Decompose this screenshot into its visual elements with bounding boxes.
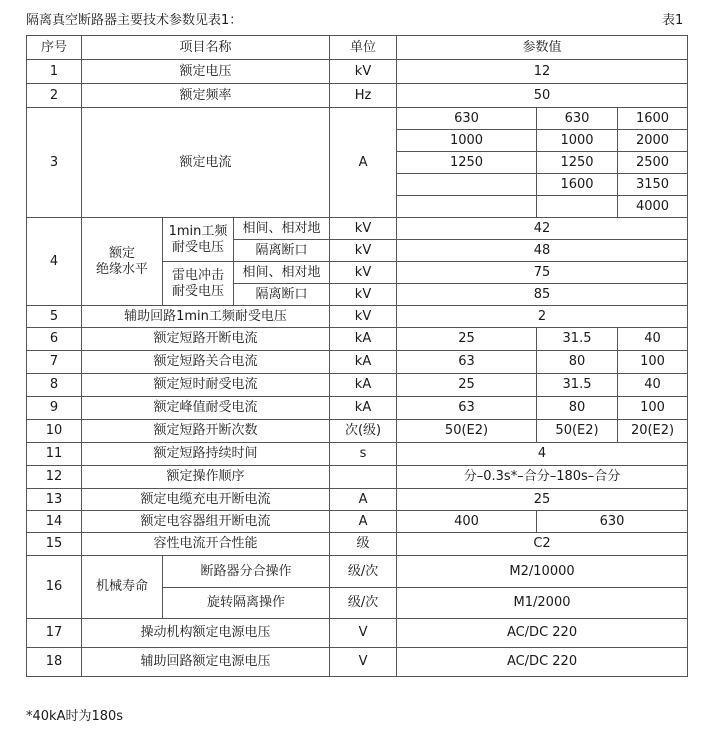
row-value: C2 — [397, 533, 688, 556]
header-no: 序号 — [27, 36, 82, 60]
row-value: 48 — [397, 240, 688, 262]
row-no: 13 — [27, 489, 82, 511]
current-value: 630 — [537, 108, 618, 130]
row-unit: 级/次 — [330, 588, 397, 619]
row-unit: kV — [330, 306, 397, 328]
row-value: 100 — [618, 397, 688, 420]
row-item: 额定电容器组开断电流 — [82, 511, 330, 533]
table-row — [27, 328, 688, 351]
sub-phase-label: 相间、相对地 — [234, 218, 330, 240]
row-item: 额定短时耐受电流 — [82, 374, 330, 397]
row-no: 14 — [27, 511, 82, 533]
sub-item: 断路器分合操作 — [163, 556, 330, 588]
table-row — [27, 489, 688, 511]
sub-phase-label: 相间、相对地 — [234, 262, 330, 284]
current-value — [537, 196, 618, 218]
row-value: 100 — [618, 351, 688, 374]
row-unit: kA — [330, 397, 397, 420]
table-row — [27, 619, 688, 648]
current-value: 1250 — [537, 152, 618, 174]
sub-isolation-label: 隔离断口 — [234, 240, 330, 262]
row-value: 25 — [397, 328, 537, 351]
row-no: 11 — [27, 443, 82, 466]
row-unit: A — [330, 489, 397, 511]
row-value: 42 — [397, 218, 688, 240]
row-value: 25 — [397, 489, 688, 511]
row-unit: kA — [330, 351, 397, 374]
header-unit: 单位 — [330, 36, 397, 60]
current-value: 4000 — [618, 196, 688, 218]
row-item: 额定峰值耐受电流 — [82, 397, 330, 420]
row-value: 分–0.3s*–合分–180s–合分 — [397, 466, 688, 489]
table-row — [27, 351, 688, 374]
row-unit: V — [330, 619, 397, 648]
table-row — [27, 108, 688, 130]
row-item: 额定短路开断次数 — [82, 420, 330, 443]
table-row — [27, 511, 688, 533]
row-no: 5 — [27, 306, 82, 328]
table-row — [27, 443, 688, 466]
row-unit: A — [330, 511, 397, 533]
row-item: 容性电流开合性能 — [82, 533, 330, 556]
row-value: 80 — [537, 351, 618, 374]
sub-item: 旋转隔离操作 — [163, 588, 330, 619]
sub-isolation-label: 隔离断口 — [234, 284, 330, 306]
table-caption: 隔离真空断路器主要技术参数见表1： — [26, 13, 243, 28]
parameter-table — [26, 35, 688, 677]
current-value: 1250 — [397, 152, 537, 174]
table-row — [27, 60, 688, 84]
table-row — [27, 84, 688, 108]
row-unit: kV — [330, 60, 397, 84]
row-value: 63 — [397, 351, 537, 374]
row-no: 3 — [27, 108, 82, 218]
current-value — [397, 174, 537, 196]
row-value: AC/DC 220 — [397, 619, 688, 648]
header-row — [27, 36, 688, 60]
row-value: 12 — [397, 60, 688, 84]
row-unit: kV — [330, 240, 397, 262]
row-value: 80 — [537, 397, 618, 420]
current-value — [397, 196, 537, 218]
row-no: 8 — [27, 374, 82, 397]
header-item: 项目名称 — [82, 36, 330, 60]
row-no: 1 — [27, 60, 82, 84]
row-value: AC/DC 220 — [397, 648, 688, 677]
row-no: 9 — [27, 397, 82, 420]
row-item: 额定电压 — [82, 60, 330, 84]
header-value: 参数值 — [397, 36, 688, 60]
row-no: 4 — [27, 218, 82, 306]
row-unit: kV — [330, 262, 397, 284]
row-unit: kV — [330, 284, 397, 306]
current-value: 3150 — [618, 174, 688, 196]
table-row — [27, 648, 688, 677]
row-no: 18 — [27, 648, 82, 677]
row-item: 额定短路持续时间 — [82, 443, 330, 466]
footnote: *40kA时为180s — [26, 709, 124, 724]
row-value: 40 — [618, 374, 688, 397]
row-item: 额定短路开断电流 — [82, 328, 330, 351]
lightning-impulse-label: 雷电冲击 耐受电压 — [163, 262, 234, 306]
row-unit: kA — [330, 374, 397, 397]
row-no: 17 — [27, 619, 82, 648]
row-value: 400 — [397, 511, 537, 533]
row-value: 63 — [397, 397, 537, 420]
row-item: 辅助回路1min工频耐受电压 — [82, 306, 330, 328]
row-no: 16 — [27, 556, 82, 619]
row-item: 额定电缆充电开断电流 — [82, 489, 330, 511]
row-unit: s — [330, 443, 397, 466]
row-no: 6 — [27, 328, 82, 351]
row-item: 额定短路关合电流 — [82, 351, 330, 374]
row-unit: Hz — [330, 84, 397, 108]
row-value: 630 — [537, 511, 688, 533]
table-row — [27, 420, 688, 443]
row-no: 7 — [27, 351, 82, 374]
table-row — [27, 556, 688, 588]
row-value: 2 — [397, 306, 688, 328]
row-item: 额定电流 — [82, 108, 330, 218]
row-item: 操动机构额定电源电压 — [82, 619, 330, 648]
row-item: 额定操作顺序 — [82, 466, 330, 489]
current-value: 1000 — [397, 130, 537, 152]
current-value: 630 — [397, 108, 537, 130]
table-row — [27, 374, 688, 397]
insulation-group-label: 额定 绝缘水平 — [82, 218, 163, 306]
row-unit: 级 — [330, 533, 397, 556]
table-number: 表1 — [662, 13, 684, 28]
current-value: 1600 — [618, 108, 688, 130]
row-value: 85 — [397, 284, 688, 306]
row-unit: A — [330, 108, 397, 218]
row-item: 辅助回路额定电源电压 — [82, 648, 330, 677]
current-value: 1000 — [537, 130, 618, 152]
table-row — [27, 306, 688, 328]
row-no: 15 — [27, 533, 82, 556]
row-unit: 级/次 — [330, 556, 397, 588]
current-value: 2000 — [618, 130, 688, 152]
row-value: 50(E2) — [537, 420, 618, 443]
row-no: 12 — [27, 466, 82, 489]
row-value: 20(E2) — [618, 420, 688, 443]
row-unit: kA — [330, 328, 397, 351]
row-unit: V — [330, 648, 397, 677]
row-value: M2/10000 — [397, 556, 688, 588]
row-value: 31.5 — [537, 374, 618, 397]
current-value: 2500 — [618, 152, 688, 174]
row-no: 2 — [27, 84, 82, 108]
row-unit: 次(级) — [330, 420, 397, 443]
current-value: 1600 — [537, 174, 618, 196]
row-no: 10 — [27, 420, 82, 443]
table-row — [27, 218, 688, 240]
row-unit — [330, 466, 397, 489]
table-row — [27, 533, 688, 556]
row-value: M1/2000 — [397, 588, 688, 619]
row-unit: kV — [330, 218, 397, 240]
row-value: 50(E2) — [397, 420, 537, 443]
row-value: 4 — [397, 443, 688, 466]
row-value: 75 — [397, 262, 688, 284]
row-value: 31.5 — [537, 328, 618, 351]
table-row — [27, 397, 688, 420]
row-value: 40 — [618, 328, 688, 351]
row-item: 额定频率 — [82, 84, 330, 108]
row-value: 50 — [397, 84, 688, 108]
table-row — [27, 466, 688, 489]
power-frequency-label: 1min工频 耐受电压 — [163, 218, 234, 262]
mechanical-life-label: 机械寿命 — [82, 556, 163, 619]
row-value: 25 — [397, 374, 537, 397]
